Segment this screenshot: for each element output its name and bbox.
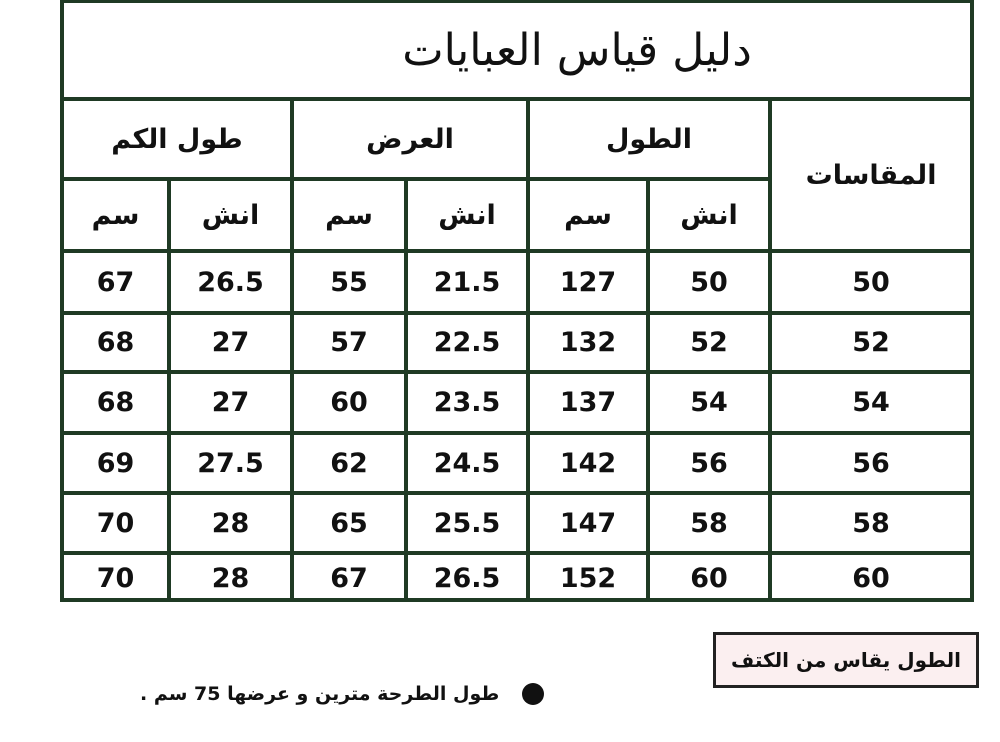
cell-sleeve-cm: 69 [96,447,135,479]
scarf-size-note: طول الطرحة مترين و عرضها 75 سم . [140,683,500,705]
cell-width-cm: 62 [330,447,368,479]
cell-length-inch: 56 [690,447,728,479]
cell-length-inch: 58 [690,507,728,539]
cell-length-cm: 132 [559,327,617,358]
header-length-inch: انش [680,199,738,231]
cell-length-inch: 54 [690,387,728,418]
shoulder-measurement-note: الطول يقاس من الكتف [713,632,979,688]
header-width: العرض [366,123,454,155]
cell-length-cm: 137 [559,387,617,418]
cell-width-inch: 23.5 [433,387,501,418]
cell-sleeve-inch: 28 [211,507,250,539]
cell-width-cm: 57 [330,327,368,358]
cell-sleeve-cm: 70 [96,562,135,594]
cell-length-inch: 60 [690,562,728,594]
chart-title: دليل قياس العبايات [64,3,970,101]
cell-sleeve-cm: 67 [96,266,135,298]
size-chart-table [60,0,974,602]
header-length-cm: سم [564,199,612,231]
cell-sleeve-inch: 27 [211,327,250,358]
cell-width-inch: 25.5 [433,507,501,539]
header-length: الطول [605,123,693,155]
cell-sleeve-cm: 70 [96,507,135,539]
cell-size: 58 [852,507,890,539]
cell-width-cm: 65 [330,507,368,539]
cell-sleeve-inch: 28 [211,562,250,594]
cell-width-inch: 21.5 [433,266,501,298]
cell-length-inch: 50 [690,266,728,298]
cell-size: 52 [852,327,890,358]
cell-length-inch: 52 [690,327,728,358]
cell-size: 54 [852,387,890,418]
bullet-icon [522,683,544,705]
cell-sleeve-inch: 27.5 [197,447,264,479]
cell-length-cm: 147 [559,507,617,539]
cell-sleeve-inch: 27 [211,387,250,418]
cell-width-inch: 26.5 [433,562,501,594]
cell-length-cm: 127 [559,266,617,298]
cell-width-cm: 67 [330,562,368,594]
header-sleeve-inch: انش [201,199,260,231]
cell-width-cm: 60 [330,387,368,418]
cell-size: 60 [852,562,890,594]
cell-length-cm: 152 [559,562,617,594]
header-width-cm: سم [325,199,373,231]
cell-sleeve-cm: 68 [96,327,135,358]
cell-width-cm: 55 [330,266,368,298]
header-sizes: المقاسات [805,159,937,191]
cell-width-inch: 22.5 [433,327,501,358]
cell-size: 56 [852,447,890,479]
cell-sleeve-inch: 26.5 [197,266,264,298]
cell-width-inch: 24.5 [433,447,501,479]
cell-length-cm: 142 [559,447,617,479]
header-sleeve-cm: سم [91,199,140,231]
header-width-inch: انش [438,199,496,231]
cell-size: 50 [852,266,890,298]
header-sleeve-length: طول الكم [111,123,243,155]
cell-sleeve-cm: 68 [96,387,135,418]
